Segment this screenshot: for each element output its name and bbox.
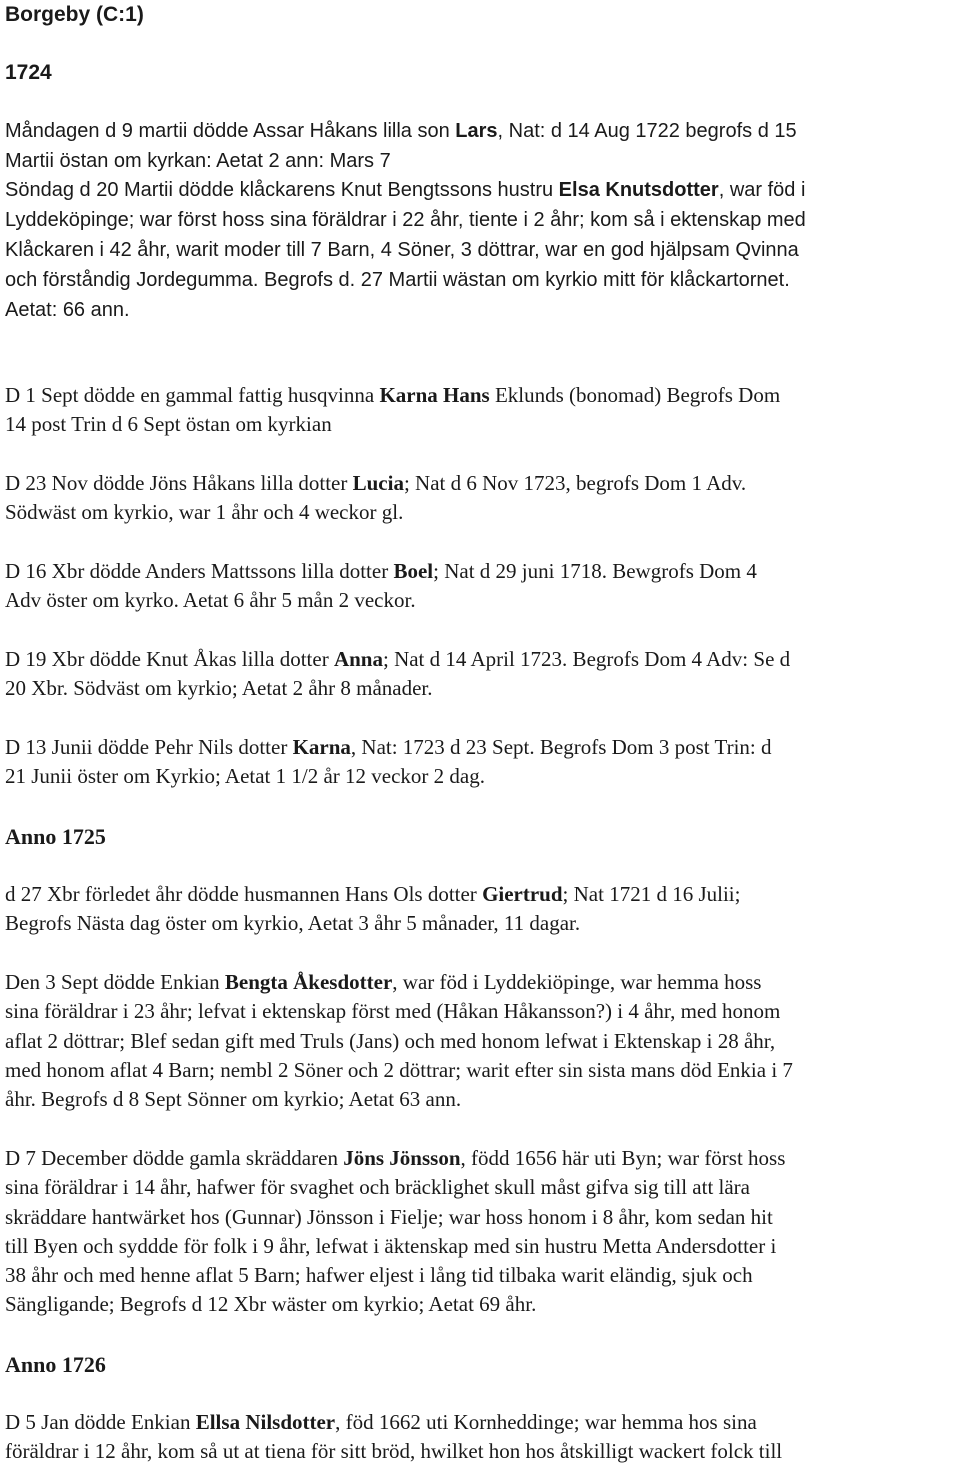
line-text-before: D 7 December dödde gamla skräddaren: [5, 1146, 344, 1170]
text-line: [5, 498, 957, 527]
person-name: Lucia: [352, 471, 404, 495]
line-text-after: , war föd i: [718, 179, 806, 201]
text-line: [5, 1261, 957, 1290]
line-text-before: D 1 Sept dödde en gammal fattig husqvinna: [5, 383, 380, 407]
line-text-before: skräddare hantwärket hos (Gunnar) Jönsson i Fielje; war hoss honom i 8 åhr, kom sedan hit: [5, 1204, 773, 1229]
line-text-before: D 13 Junii dödde Pehr Nils dotter: [5, 735, 293, 759]
entry-1725-2: [5, 968, 957, 1114]
text-line: [5, 645, 957, 674]
line-text-before: D 16 Xbr dödde Anders Mattssons lilla dotter: [5, 559, 394, 583]
line-text-before: åhr. Begrofs d 8 Sept Sönner om kyrkio; Aetat 63 ann.: [5, 1087, 462, 1112]
entry-1724-3: [5, 381, 957, 440]
line-text-before: D 23 Nov dödde Jöns Håkans lilla dotter: [5, 471, 353, 495]
text-line: [5, 469, 957, 498]
text-line: [5, 175, 955, 205]
line-text-after: , Nat: 1723 d 23 Sept. Begrofs Dom 3 post Trin: d: [350, 735, 772, 759]
line-text-before: D 5 Jan dödde Enkian: [5, 1410, 196, 1434]
text-line: [5, 265, 955, 295]
line-text-before: Södwäst om kyrkio, war 1 åhr och 4 weckor gl.: [5, 500, 404, 525]
text-line: [5, 1437, 957, 1466]
person-name: Jöns Jönsson: [343, 1146, 461, 1170]
line-text-before: d 27 Xbr förledet åhr dödde husmannen Hans Ols dotter: [5, 882, 483, 906]
text-line: [5, 1203, 957, 1232]
line-text-before: Sängligande; Begrofs d 12 Xbr wäster om kyrkio; Aetat 69 åhr.: [5, 1292, 537, 1317]
person-name: Anna: [333, 647, 383, 671]
line-text-before: Måndagen d 9 martii dödde Assar Håkans lilla son: [5, 120, 456, 142]
entry-1725-3: [5, 1144, 957, 1320]
year-heading-1725: Anno 1725: [5, 824, 106, 849]
line-text-before: Aetat: 66 ann.: [5, 299, 130, 321]
line-text-after: ; Nat d 14 April 1723. Begrofs Dom 4 Adv: Se d: [382, 647, 791, 671]
entry-1725-1: [5, 880, 957, 939]
line-text-before: föräldrar i 12 åhr, kom så ut at tiena för sitt bröd, hwilket hon hos åtskilligt wackert folck till: [5, 1439, 783, 1464]
text-line: [5, 116, 955, 146]
line-text-before: Lyddeköpinge; war först hoss sina föräldrar i 22 åhr, tiente i 2 åhr; kom så i ektenskap med: [5, 209, 806, 231]
text-line: [5, 1144, 957, 1173]
line-text-before: Martii östan om kyrkan: Aetat 2 ann: Mars 7: [5, 150, 391, 172]
person-name: Karna: [292, 735, 351, 759]
line-text-before: Begrofs Nästa dag öster om kyrkio, Aetat 3 åhr 5 månader, 11 dagar.: [5, 911, 581, 936]
person-name: Lars: [455, 120, 498, 142]
line-text-before: Adv öster om kyrko. Aetat 6 åhr 5 mån 2 veckor.: [5, 588, 416, 613]
line-text-before: Den 3 Sept dödde Enkian: [5, 970, 225, 994]
person-name: Bengta Åkesdotter: [224, 970, 393, 994]
person-name: Elsa Knutsdotter: [558, 179, 719, 201]
text-line: [5, 733, 957, 762]
line-text-after: , war föd i Lyddekiöpinge, war hemma hoss: [392, 970, 762, 994]
text-line: [5, 997, 957, 1026]
line-text-after: , Nat: d 14 Aug 1722 begrofs d 15: [497, 120, 797, 142]
line-text-after: ; Nat d 29 juni 1718. Bewgrofs Dom 4: [433, 559, 757, 583]
text-line: [5, 205, 955, 235]
text-line: [5, 1408, 957, 1437]
line-text-before: sina föräldrar i 14 åhr, hafwer för svaghet och bräcklighet skull måst gifva sig till att lära: [5, 1175, 750, 1200]
person-name: Boel: [393, 559, 434, 583]
person-name: Ellsa Nilsdotter: [195, 1410, 336, 1434]
line-text-after: , född 1656 här uti Byn; war först hoss: [460, 1146, 786, 1170]
text-line: [5, 909, 957, 938]
line-text-before: 14 post Trin d 6 Sept östan om kyrkian: [5, 412, 332, 437]
line-text-before: Söndag d 20 Martii dödde klåckarens Knut Bengtssons hustru: [5, 179, 559, 201]
person-name: Giertrud: [482, 882, 563, 906]
text-line: [5, 1232, 957, 1261]
text-line: [5, 1056, 957, 1085]
line-text-before: till Byen och syddde för folk i 9 åhr, lefwat i äktenskap med sin hustru Metta Andersdotter i: [5, 1233, 777, 1258]
text-line: [5, 381, 957, 410]
entry-1724-2: [5, 175, 955, 325]
text-line: [5, 762, 957, 791]
line-text-before: 21 Junii öster om Kyrkio; Aetat 1 1/2 år 12 veckor 2 dag.: [5, 764, 485, 789]
text-line: [5, 235, 955, 265]
text-line: [5, 586, 957, 615]
year-heading-1726: Anno 1726: [5, 1352, 106, 1377]
text-line: [5, 1290, 957, 1319]
person-name: Karna Hans: [379, 383, 490, 407]
line-text-before: Klåckaren i 42 åhr, warit moder till 7 Barn, 4 Söner, 3 döttrar, war en god hjälpsam Qvinna: [5, 239, 799, 261]
text-line: [5, 1085, 957, 1114]
line-text-after: ; Nat 1721 d 16 Julii;: [562, 882, 741, 906]
entry-1724-7: [5, 733, 957, 792]
line-text-before: 38 åhr och med henne aflat 5 Barn; hafwer eljest i lång tid tilbaka warit eländig, sjuk och: [5, 1263, 753, 1288]
entry-1724-5: [5, 557, 957, 616]
entry-1724-1: [5, 116, 955, 176]
entry-1724-4: [5, 469, 957, 528]
entry-1726-1: [5, 1408, 957, 1467]
text-line: [5, 1173, 957, 1202]
year-heading-1724: 1724: [5, 61, 52, 84]
line-text-before: med honom aflat 4 Barn; nembl 2 Söner och 2 döttrar; warit efter sin sista mans död Enkia i 7: [5, 1057, 793, 1082]
text-line: [5, 674, 957, 703]
line-text-before: D 19 Xbr dödde Knut Åkas lilla dotter: [5, 647, 334, 671]
line-text-before: aflat 2 döttrar; Blef sedan gift med Truls (Jans) och med honom lefwat i Ektenskap i 28 åhr,: [5, 1028, 776, 1053]
line-text-after: Eklunds (bonomad) Begrofs Dom: [489, 383, 781, 407]
line-text-after: ; Nat d 6 Nov 1723, begrofs Dom 1 Adv.: [403, 471, 747, 495]
line-text-after: , föd 1662 uti Kornheddinge; war hemma hos sina: [335, 1410, 757, 1434]
text-line: [5, 968, 957, 997]
document-title: Borgeby (C:1): [5, 3, 144, 26]
text-line: [5, 1027, 957, 1056]
text-line: [5, 146, 955, 176]
text-line: [5, 410, 957, 439]
text-line: [5, 295, 955, 325]
line-text-before: sina föräldrar i 23 åhr; lefvat i ektenskap först med (Håkan Håkansson?) i 4 åhr, med honom: [5, 999, 781, 1024]
text-line: [5, 880, 957, 909]
entry-1724-6: [5, 645, 957, 704]
text-line: [5, 557, 957, 586]
line-text-before: 20 Xbr. Södväst om kyrkio; Aetat 2 åhr 8 månader.: [5, 676, 433, 701]
line-text-before: och förståndig Jordegumma. Begrofs d. 27 Martii wästan om kyrkio mitt för klåckartornet.: [5, 269, 790, 291]
